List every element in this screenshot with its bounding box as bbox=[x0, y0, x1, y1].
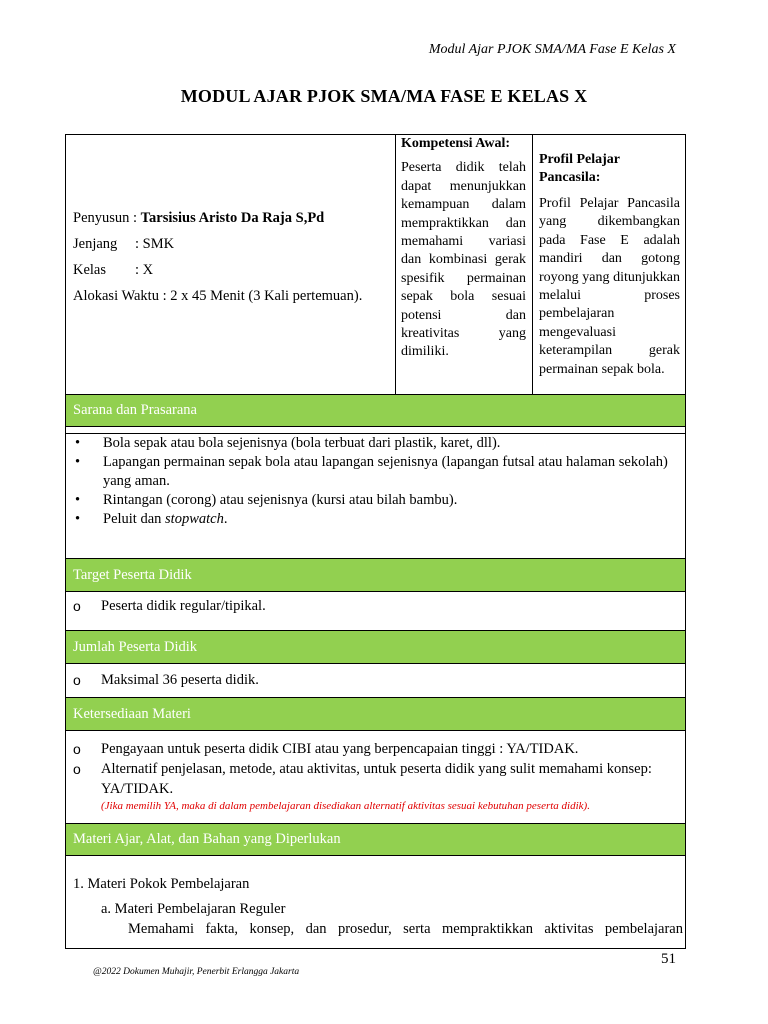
list-item: • Lapangan permainan sepak bola atau lapangan sejenisnya (lapangan futsal atau halaman sekolah) yang aman. bbox=[75, 454, 668, 489]
target-list bbox=[66, 596, 685, 616]
materi-point-1: 1. Materi Pokok Pembelajaran bbox=[73, 876, 250, 892]
jumlah-heading: Jumlah Peserta Didik bbox=[73, 638, 198, 655]
jenjang-label: Jenjang bbox=[73, 236, 118, 253]
penyusun-label: Penyusun : bbox=[73, 210, 138, 226]
ketersediaan-list bbox=[66, 739, 685, 813]
document-title: MODUL AJAR PJOK SMA/MA FASE E KELAS X bbox=[180, 86, 588, 106]
profil-pelajar-cell bbox=[539, 151, 680, 379]
module-table bbox=[65, 134, 686, 949]
kelas-value: : X bbox=[135, 262, 154, 279]
ketersediaan-note: (Jika memilih YA, maka di dalam pembelajaran disediakan alternatif aktivitas sesuai kebutuhan peserta didik). bbox=[101, 800, 590, 812]
jumlah-list bbox=[66, 670, 685, 690]
section-header-ketersediaan bbox=[66, 697, 685, 731]
sarana-list bbox=[66, 434, 685, 529]
jenjang-value: : SMK bbox=[135, 236, 175, 253]
materi-content bbox=[66, 874, 685, 939]
kelas-line bbox=[73, 261, 393, 279]
profil-text: Profil Pelajar Pancasila yang dikembangkan pada Fase E adalah mandiri dan gotong royong yang ditunjukkan melalui proses pembelajaran mengevaluasi keterampilan gerak permainan sepak bola. bbox=[539, 196, 680, 377]
sarana-heading: Sarana dan Prasarana bbox=[73, 402, 197, 418]
list-item: • Bola sepak atau bola sejenisnya (bola terbuat dari plastik, karet, dll). bbox=[75, 435, 501, 451]
alokasi-waktu: Alokasi Waktu : 2 x 45 Menit (3 Kali pertemuan). bbox=[73, 288, 363, 305]
materi-paragraph: Memahami fakta, konsep, dan prosedur, serta mempraktikkan aktivitas pembelajaran bbox=[128, 921, 683, 937]
kompetensi-text: Peserta didik telah dapat menunjukkan kemampuan dalam mempraktikkan dan memahami variasi dan kombinasi gerak spesifik permainan sepak bola sesuai potensi dan kreativitas yang dimiliki. bbox=[401, 160, 526, 360]
jenjang-line bbox=[73, 235, 393, 253]
list-item: • Peluit dan stopwatch. bbox=[75, 511, 228, 527]
section-header-target bbox=[66, 558, 685, 592]
ketersediaan-heading: Ketersediaan Materi bbox=[73, 705, 191, 722]
penyusun-line bbox=[73, 209, 393, 227]
kompetensi-heading: Kompetensi Awal: bbox=[401, 136, 511, 151]
footer-copyright: @2022 Dokumen Muhajir, Penerbit Erlangga Jakarta bbox=[93, 967, 300, 977]
column-divider bbox=[532, 135, 533, 395]
running-header: Modul Ajar PJOK SMA/MA Fase E Kelas X bbox=[428, 42, 676, 57]
profil-heading: Profil Pelajar Pancasila: bbox=[539, 152, 620, 185]
materi-heading: Materi Ajar, Alat, dan Bahan yang Diperlukan bbox=[73, 831, 341, 847]
stopwatch-word: stopwatch bbox=[165, 511, 224, 527]
section-header-jumlah bbox=[66, 630, 685, 664]
list-item: o Maksimal 36 peserta didik. bbox=[73, 672, 259, 688]
materi-point-1a: a. Materi Pembelajaran Reguler bbox=[101, 901, 286, 917]
section-header-materi bbox=[66, 823, 685, 856]
section-header-sarana bbox=[66, 394, 685, 427]
list-item: o Pengayaan untuk peserta didik CIBI atau yang berpencapaian tinggi : YA/TIDAK. bbox=[73, 741, 579, 757]
penyusun-value: Tarsisius Aristo Da Raja S,Pd bbox=[140, 210, 325, 226]
kelas-label: Kelas bbox=[73, 262, 107, 279]
list-item: o Peserta didik regular/tipikal. bbox=[73, 598, 266, 614]
kompetensi-awal-cell bbox=[401, 135, 526, 362]
target-heading: Target Peserta Didik bbox=[73, 566, 192, 583]
list-item: • Rintangan (corong) atau sejenisnya (kursi atau bilah bambu). bbox=[75, 492, 458, 508]
column-divider bbox=[395, 135, 396, 395]
page-number: 51 bbox=[661, 951, 676, 967]
identity-cell bbox=[73, 209, 393, 314]
list-item: o Alternatif penjelasan, metode, atau aktivitas, untuk peserta didik yang sulit memahami konsep: YA/TIDAK. bbox=[73, 761, 652, 797]
